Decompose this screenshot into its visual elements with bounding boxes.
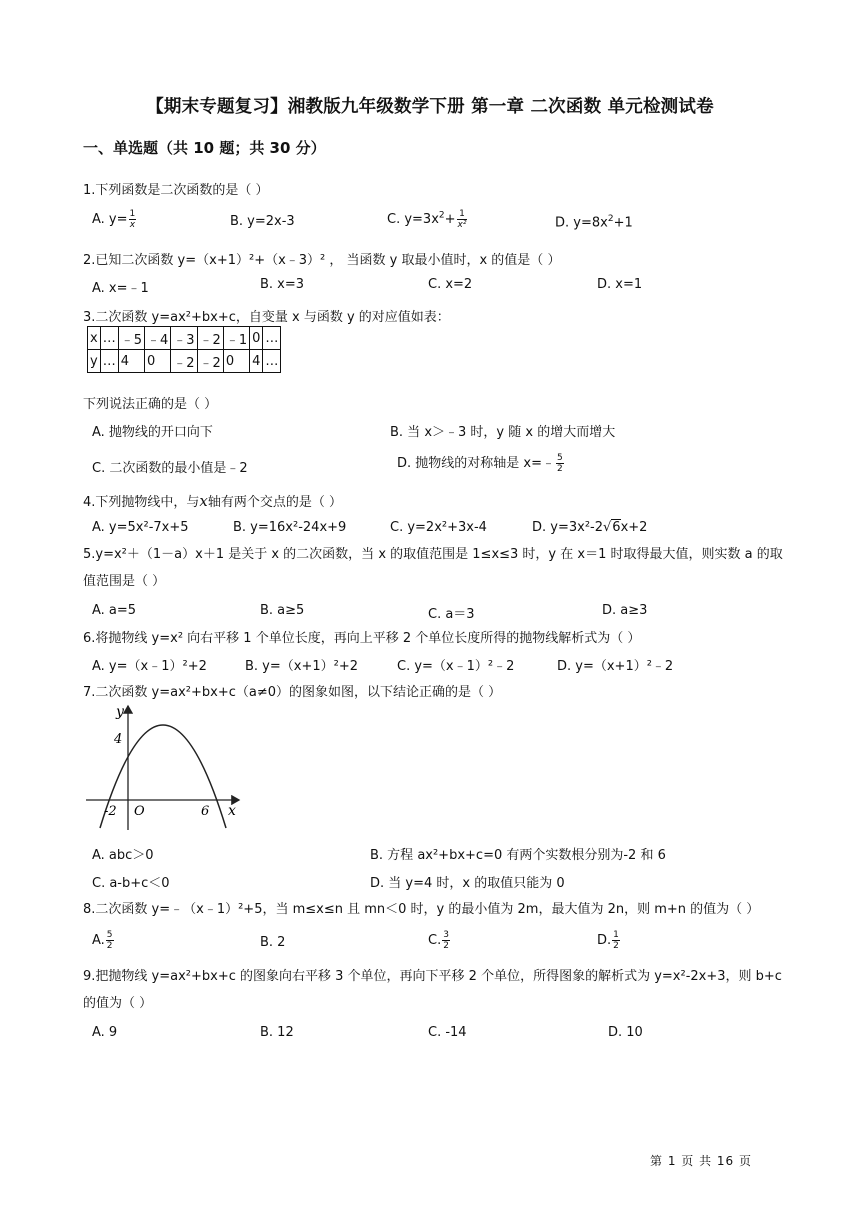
question-3-stem: 3.二次函数 y=ax²+bx+c，自变量 x 与函数 y 的对应值如表： [83,310,450,325]
origin-label: O [134,804,145,819]
q4-option-d[interactable]: D. y=3x²-2√6x+2 [532,520,648,535]
q1-option-d[interactable]: D. $y=8x^2+1$ [555,214,633,231]
table-cell: ﹣4 [144,327,170,350]
table-row [88,327,281,350]
q1-option-b[interactable]: B. y=2x-3 [230,214,295,229]
q2-option-c[interactable]: C. x=2 [428,277,473,292]
table-cell: 0 [250,327,263,350]
q9-option-c[interactable]: C. -14 [428,1025,467,1040]
q6-option-a[interactable]: A. y=（x﹣1）²+2 [92,659,207,674]
x-axis-label: x [228,803,236,819]
section-heading: 一、单选题（共 10 题；共 30 分） [83,139,326,157]
q4-option-c[interactable]: C. y=2x²+3x-4 [390,520,487,535]
question-1-stem: 1.下列函数是二次函数的是（ ） [83,183,269,198]
table-cell: 4 [250,350,263,373]
q6-option-b[interactable]: B. y=（x+1）²+2 [245,659,359,674]
fraction: $\frac{1}{\text{x²}}$ [457,209,467,230]
q5-option-a[interactable]: A. a=5 [92,603,137,618]
q7-option-b[interactable]: B. 方程 ax²+bx+c=0 有两个实数根分别为-2 和 6 [370,848,666,863]
table-cell: ﹣5 [118,327,144,350]
question-6-stem: 6.将抛物线 y=x² 向右平移 1 个单位长度，再向上平移 2 个单位长度所得的抛物线解析式为（ ） [83,631,641,646]
question-7-stem: 7.二次函数 y=ax²+bx+c（a≠0）的图象如图，以下结论正确的是（ ） [83,685,502,700]
q3-option-b[interactable]: B. 当 x＞﹣3 时，y 随 x 的增大而增大 [390,425,616,440]
q9-option-d[interactable]: D. 10 [608,1025,643,1040]
q8-option-a[interactable]: A. $\frac{5}{2}$ [92,930,113,951]
q9-option-a[interactable]: A. 9 [92,1025,118,1040]
q2-option-b[interactable]: B. x=3 [260,277,305,292]
table-cell: ﹣2 [197,350,223,373]
q4-option-a[interactable]: A. y=5x²-7x+5 [92,520,189,535]
table-row [88,350,281,373]
page-footer: 第 1 页 共 16 页 [650,1154,752,1168]
q1-option-c[interactable]: C. $y=3x^2+$ $\frac{1}{\text{x²}}$ [387,209,467,230]
q2-option-a[interactable]: A. x=﹣1 [92,281,149,296]
q7-option-d[interactable]: D. 当 y=4 时，x 的取值只能为 0 [370,876,565,891]
table-cell: 0 [144,350,170,373]
q5-option-b[interactable]: B. a≥5 [260,603,305,618]
fraction: $\frac{3}{2}$ [443,930,449,951]
fraction: $\frac{1}{x}$ [129,209,136,230]
question-5-stem: 5.y=x²＋（1－a）x＋1 是关于 x 的二次函数，当 x 的取值范围是 1≤x≤3 时，y 在 x＝1 时取得最大值，则实数 a 的取值范围是（ ） [83,547,783,589]
value-table [87,326,281,373]
table-cell: ﹣3 [171,327,197,350]
fraction: $\frac{5}{2}$ [106,930,113,951]
table-cell: … [263,350,281,373]
right-root-label: 6 [201,804,210,819]
parabola-graph [84,700,254,835]
q3-option-a[interactable]: A. 抛物线的开口向下 [92,425,213,440]
table-cell: 4 [118,350,144,373]
y-axis-label: y [116,704,124,720]
q5-option-d[interactable]: D. a≥3 [602,603,648,618]
q7-option-c[interactable]: C. a-b+c＜0 [92,876,170,891]
question-2-stem: 2.已知二次函数 y=（x+1）²+（x﹣3）² ， 当函数 y 取最小值时，x 的值是（ ） [83,253,561,268]
fraction: $\frac{5}{2}$ [557,453,563,474]
table-cell: … [100,350,118,373]
q6-option-d[interactable]: D. y=（x+1）²﹣2 [557,659,674,674]
left-root-label: -2 [104,804,117,819]
q4-option-b[interactable]: B. y=16x²-24x+9 [233,520,347,535]
question-9-stem: 9.把抛物线 y=ax²+bx+c 的图象向右平移 3 个单位，再向下平移 2 个单位，所得图象的解析式为 y=x²-2x+3，则 b+c 的值为（ ） [83,969,782,1011]
q1-option-a[interactable]: A. y= $\frac{1}{x}$ [92,209,136,230]
q7-option-a[interactable]: A. abc＞0 [92,848,154,863]
q8-option-c[interactable]: C. $\frac{3}{2}$ [428,930,449,951]
question-4-stem: 4.下列抛物线中，与x轴有两个交点的是（ ） [83,492,343,510]
q8-option-b[interactable]: B. 2 [260,935,286,950]
q3-option-c[interactable]: C. 二次函数的最小值是﹣2 [92,461,248,476]
q2-option-d[interactable]: D. x=1 [597,277,643,292]
q9-option-b[interactable]: B. 12 [260,1025,294,1040]
q6-option-c[interactable]: C. y=（x﹣1）²﹣2 [397,659,515,674]
y-intercept-label: 4 [114,732,123,747]
question-8-stem: 8.二次函数 y=﹣（x﹣1）²+5，当 m≤x≤n 且 mn＜0 时，y 的最小值为 2m，最大值为 2n，则 m+n 的值为（ ） [83,902,760,917]
table-cell: x [88,327,101,350]
table-cell: 0 [223,350,249,373]
table-cell: ﹣2 [197,327,223,350]
question-3-follow: 下列说法正确的是（ ） [83,397,218,412]
q3-option-d[interactable]: D. 抛物线的对称轴是 x=﹣ $\frac{5}{2}$ [397,453,563,474]
table-cell: … [263,327,281,350]
fraction: $\frac{1}{2}$ [613,930,619,951]
q5-option-c[interactable]: C. a＝3 [428,607,475,622]
table-cell: … [100,327,118,350]
table-cell: ﹣1 [223,327,249,350]
q8-option-d[interactable]: D. $\frac{1}{2}$ [597,930,619,951]
table-cell: y [88,350,101,373]
table-cell: ﹣2 [171,350,197,373]
page-title: 【期末专题复习】湘教版九年级数学下册 第一章 二次函数 单元检测试卷 [146,97,714,117]
